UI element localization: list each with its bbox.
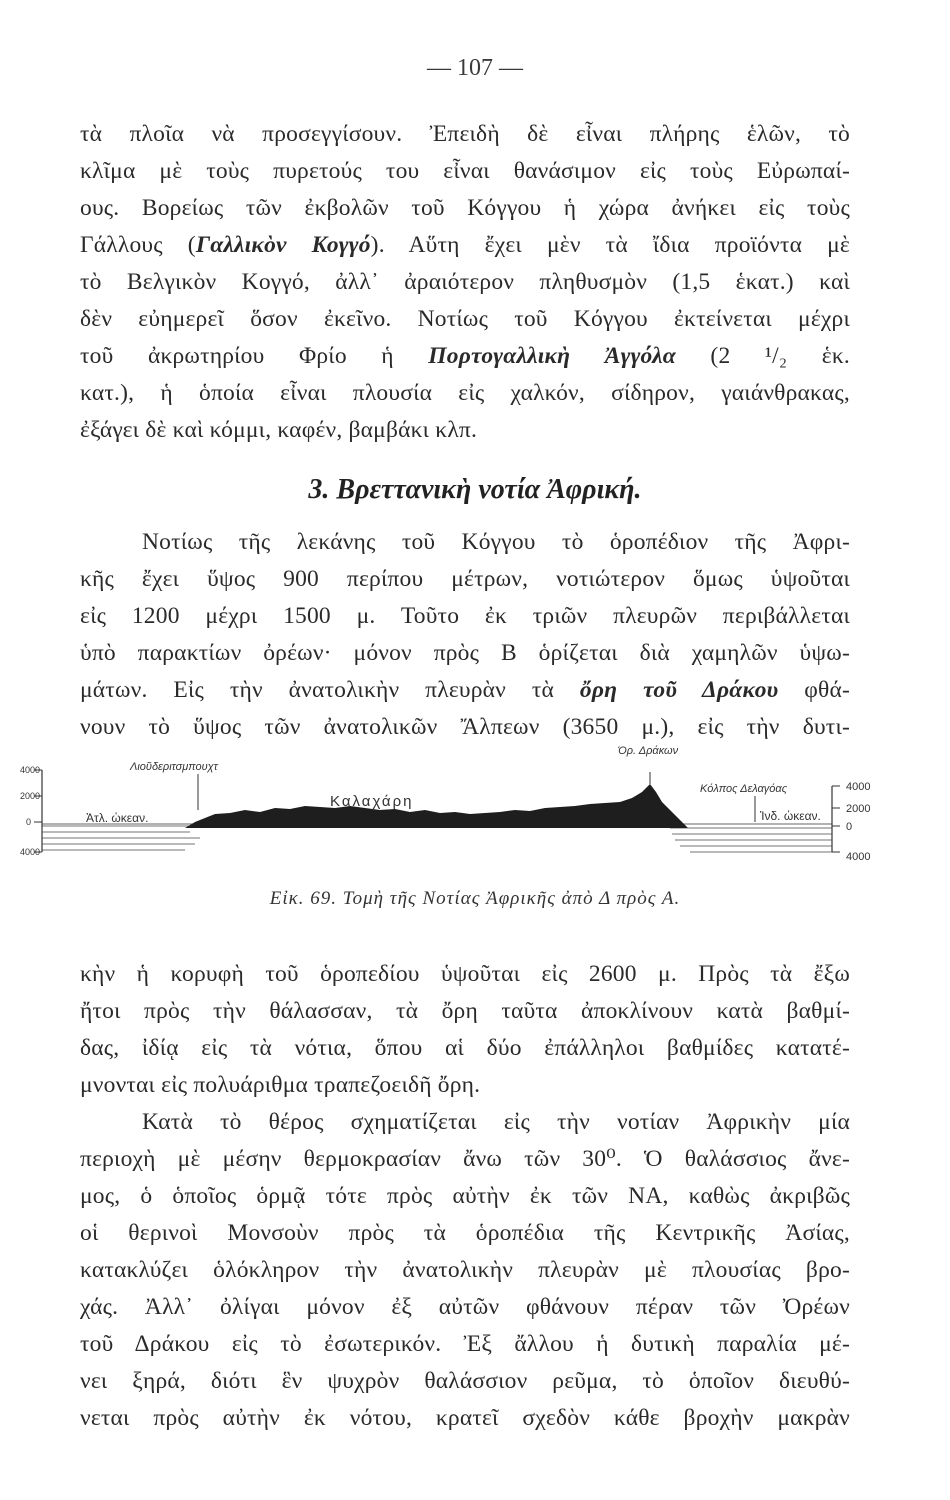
right-scale-label: 2000	[846, 803, 871, 815]
right-scale-label: 4000	[846, 781, 871, 793]
text-line: χάς. Ἀλλ᾿ ὀλίγαι μόνον ἐξ αὐτῶν φθάνουν πέραν τῶν Ὀρέων	[80, 1294, 850, 1320]
text-line: μος, ὁ ὁποῖος ὁρμᾷ τότε πρὸς αὐτὴν ἐκ τῶν ΝΑ, καθὼς ἀκριβῶς	[80, 1183, 850, 1209]
left-scale-label: 2000	[20, 791, 41, 801]
text-line	[80, 227, 850, 264]
text-line: ὑπὸ παρακτίων ὀρέων· μόνον πρὸς Β ὁρίζεται διὰ χαμηλῶν ὑψω-	[80, 640, 850, 666]
text-run: ). Αὕτη ἔχει μὲν τὰ ἴδια προϊόντα μὲ	[370, 232, 850, 258]
text-line: κὴν ἡ κορυφὴ τοῦ ὁροπεδίου ὑψοῦται εἰς 2600 μ. Πρὸς τὰ ἔξω	[80, 961, 850, 987]
paragraph-bottom	[80, 956, 850, 1437]
page-number: — 107 —	[427, 55, 523, 81]
label-atlantic: Ἀτλ. ὠκεαν.	[86, 811, 149, 825]
left-scale-label: 0	[26, 817, 32, 827]
text-line: νουν τὸ ὕψος τῶν ἀνατολικῶν Ἄλπεων (3650 μ.), εἰς τὴν δυτι-	[80, 714, 850, 740]
text-run: (2 ¹/₂ ἑκ.	[675, 343, 850, 369]
right-scale-label: 0	[846, 821, 853, 833]
text-line: ἤτοι πρὸς τὴν θάλασσαν, τὰ ὄρη ταῦτα ἀποκλίνουν κατὰ βαθμί-	[80, 998, 850, 1024]
text-run: φθά-	[778, 677, 850, 703]
text-line	[80, 672, 850, 709]
text-line: ους. Βορείως τῶν ἐκβολῶν τοῦ Κόγγου ἡ χώρα ἀνήκει εἰς τοὺς	[80, 195, 850, 221]
text-line: μνονται εἰς πολυάριθμα τραπεζοειδῆ ὄρη.	[80, 1072, 481, 1098]
text-line: τὸ Βελγικὸν Κογγό, ἀλλ᾿ ἀραιότερον πληθυσμὸν (1,5 ἑκατ.) καὶ	[80, 269, 850, 295]
text-line: δὲν εὐημερεῖ ὅσον ἐκεῖνο. Νοτίως τοῦ Κόγγου ἐκτείνεται μέχρι	[80, 306, 850, 332]
text-run: μάτων. Εἰς τὴν ἀνατολικὴν πλευρὰν τὰ	[80, 677, 580, 703]
text-run: Γάλλους (	[80, 232, 196, 258]
text-line: τὰ πλοῖα νὰ προσεγγίσουν. Ἐπειδὴ δὲ εἶναι πλήρης ἑλῶν, τὸ	[80, 121, 850, 147]
atlantic-hatching	[42, 826, 200, 850]
section-heading: 3. Βρεττανικὴ νοτία Ἀφρική.	[308, 474, 642, 505]
cross-section-svg	[20, 740, 930, 880]
label-kalahari: Καλαχάρη	[330, 793, 414, 810]
terrain-profile	[185, 784, 688, 828]
emphasis-term: Γαλλικὸν Κογγό	[195, 232, 371, 258]
left-scale-label: 4000	[20, 765, 41, 775]
text-line: νεται πρὸς αὐτὴν ἐκ νότου, κρατεῖ σχεδὸν κάθε βροχὴν μακρὰν	[80, 1405, 850, 1431]
paragraph-section	[80, 524, 850, 746]
text-line: κλῖμα μὲ τοὺς πυρετούς του εἶναι θανάσιμον εἰς τοὺς Εὐρωπαί-	[80, 158, 850, 184]
text-line: Νοτίως τῆς λεκάνης τοῦ Κόγγου τὸ ὁροπέδιον τῆς Ἀφρι-	[142, 529, 850, 555]
text-line: κῆς ἔχει ὕψος 900 περίπου μέτρων, νοτιώτερον ὅμως ὑψοῦται	[80, 566, 850, 592]
text-line: τοῦ Δράκου εἰς τὸ ἐσωτερικόν. Ἐξ ἄλλου ἡ δυτικὴ παραλία μέ-	[80, 1331, 850, 1357]
text-line: Κατὰ τὸ θέρος σχηματίζεται εἰς τὴν νοτίαν Ἀφρικὴν μία	[142, 1109, 850, 1135]
right-scale-label: 4000	[846, 851, 871, 863]
emphasis-term: ὄρη τοῦ Δράκου	[579, 677, 779, 703]
text-run: τοῦ ἀκρωτηρίου Φρίο ἡ	[80, 343, 429, 369]
emphasis-term: Πορτογαλλικὴ Ἀγγόλα	[428, 343, 676, 369]
text-line: ἐξάγει δὲ καὶ κόμμι, καφέν, βαμβάκι κλπ.	[80, 417, 478, 443]
text-line: κατακλύζει ὁλόκληρον τὴν ἀνατολικὴν πλευρὰν μὲ πλουσίας βρο-	[80, 1257, 850, 1283]
text-line: νει ξηρά, διότι ἓν ψυχρὸν θαλάσσιον ρεῦμα, τὸ ὁποῖον διευθύ-	[80, 1368, 850, 1394]
paragraph-top	[80, 116, 850, 449]
text-line	[80, 338, 850, 375]
label-mountains-west: Λιοῦδεριτσμπουχτ	[130, 761, 218, 773]
label-indian: Ἰνδ. ὠκεαν.	[760, 809, 821, 823]
text-line: κατ.), ἡ ὁποία εἶναι πλουσία εἰς χαλκόν, σίδηρον, γαιάνθρακας,	[80, 380, 850, 406]
label-mountain: Όρ. Δράκων	[618, 745, 679, 757]
cross-section-figure	[20, 740, 930, 880]
text-line: οἱ θερινοὶ Μονσοὺν πρὸς τὰ ὁροπέδια τῆς Κεντρικῆς Ἀσίας,	[80, 1220, 850, 1246]
text-line: δας, ἰδίᾳ εἰς τὰ νότια, ὅπου αἱ δύο ἐπάλληλοι βαθμίδες κατατέ-	[80, 1035, 850, 1061]
figure-caption: Εἰκ. 69. Τομὴ τῆς Νοτίας Ἀφρικῆς ἀπὸ Δ πρὸς Α.	[269, 888, 681, 909]
text-line: περιοχὴ μὲ μέσην θερμοκρασίαν ἄνω τῶν 30⁰. Ὁ θαλάσσιος ἄνε-	[80, 1146, 850, 1172]
label-gulf: Κόλπος Δελαγόας	[700, 783, 788, 795]
left-scale-label: 4000	[20, 847, 41, 857]
text-line: εἰς 1200 μέχρι 1500 μ. Τοῦτο ἐκ τριῶν πλευρῶν περιβάλλεται	[80, 603, 850, 629]
indian-hatching	[670, 828, 832, 852]
